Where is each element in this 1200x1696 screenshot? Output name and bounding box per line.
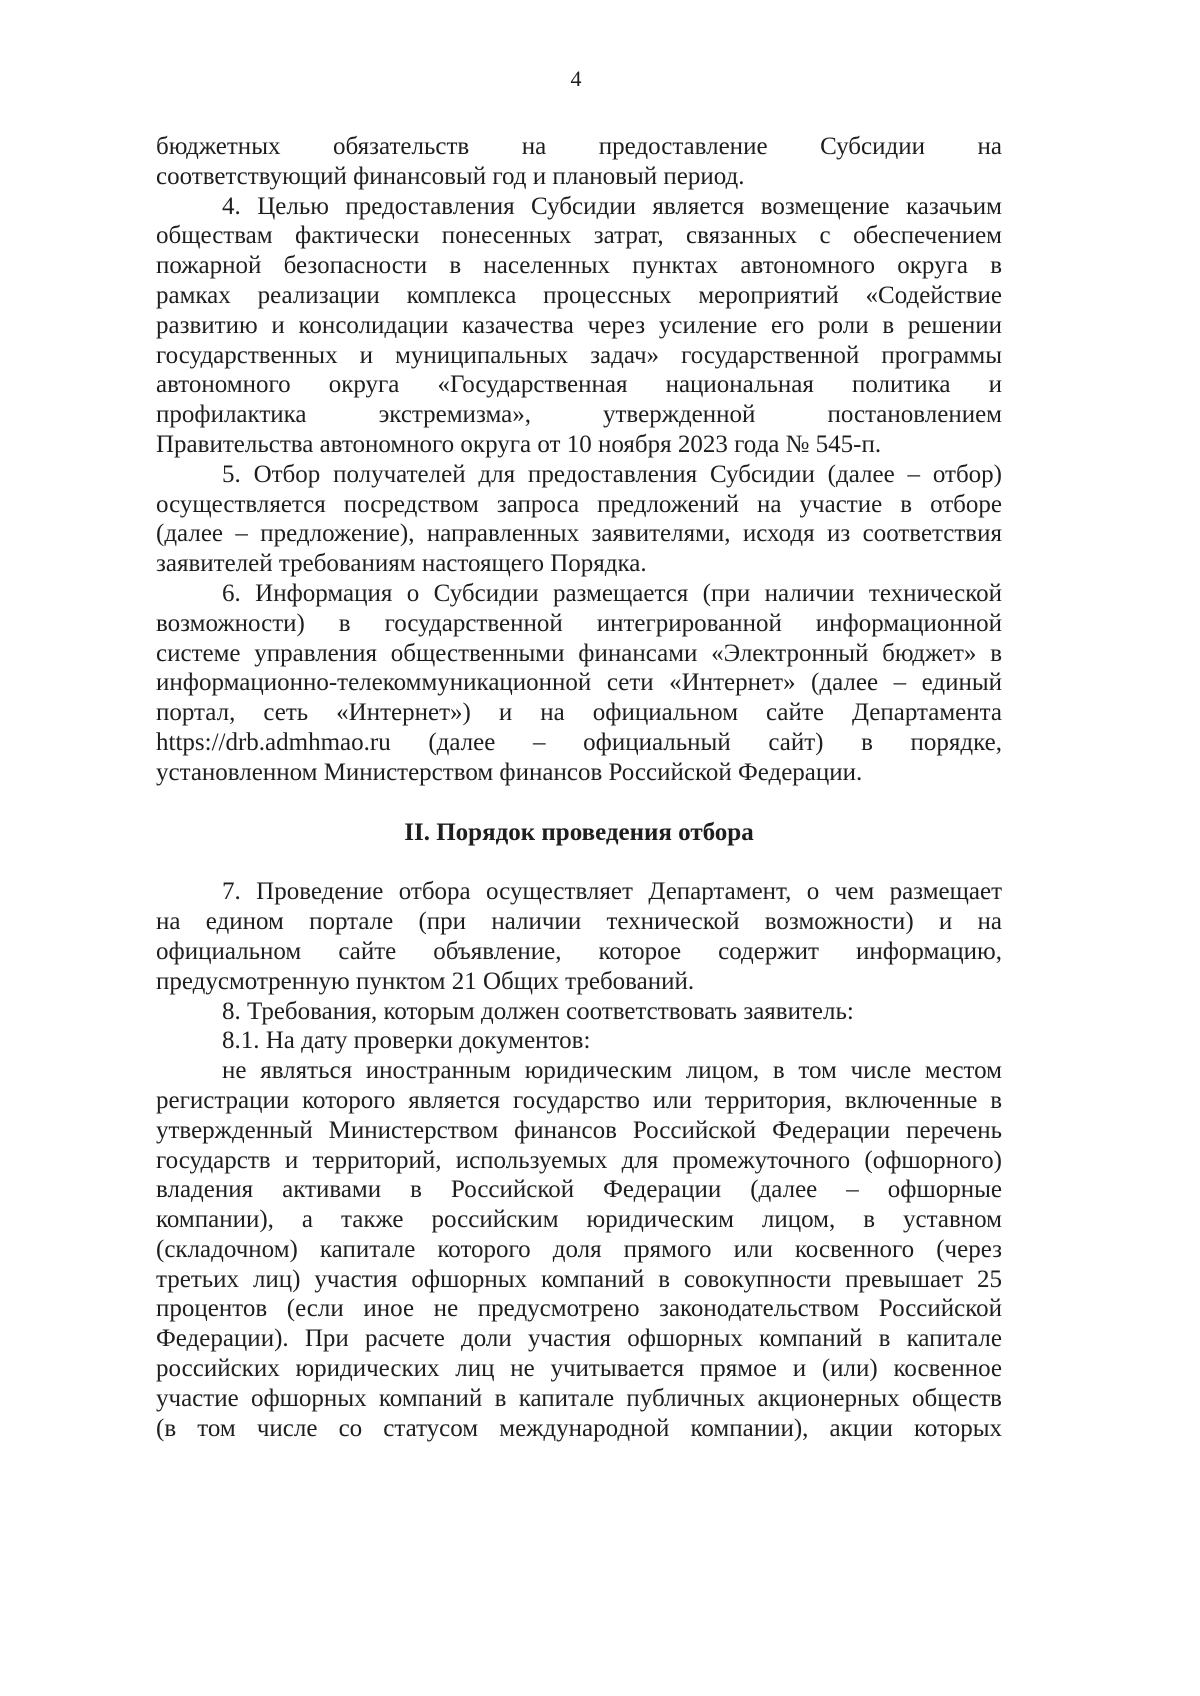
text-line: https://drb.admhmao.ru (далее – официальный сайт) в порядке,	[156, 728, 1002, 756]
text-line: утвержденный Министерством финансов Российской Федерации перечень	[156, 1116, 1002, 1144]
text-line: возможности) в государственной интегрированной информационной	[156, 609, 1002, 637]
text-line: на едином портале (при наличии технической возможности) и на	[156, 908, 1002, 936]
text-line: (в том числе со статусом международной компании), акции которых	[156, 1414, 1002, 1442]
text-line: владения активами в Российской Федерации (далее – офшорные	[156, 1176, 1002, 1204]
text-line: рамках реализации комплекса процессных мероприятий «Содействие	[156, 281, 1002, 309]
text-line: государственных и муниципальных задач» государственной программы	[156, 341, 1002, 369]
text-line: обществам фактически понесенных затрат, связанных с обеспечением	[156, 222, 1002, 250]
text-line: осуществляется посредством запроса предложений на участие в отборе	[156, 490, 1002, 518]
text-line: 7. Проведение отбора осуществляет Департамент, о чем размещает	[222, 878, 1002, 906]
text-line: бюджетных обязательств на предоставление Субсидии на	[156, 133, 1002, 160]
text-line: российских юридических лиц не учитывается прямое и (или) косвенное	[156, 1355, 1002, 1383]
text-line: не являться иностранным юридическим лицом, в том числе местом	[222, 1057, 1002, 1085]
section-heading: II. Порядок проведения отбора	[404, 818, 754, 846]
paragraphs-after-heading	[156, 877, 1002, 1443]
text-line: процентов (если иное не предусмотрено законодательством Российской	[156, 1295, 1002, 1323]
text-line: 8.1. На дату проверки документов:	[222, 1027, 591, 1055]
text-line: заявителей требованиям настоящего Порядка.	[156, 550, 647, 578]
text-line: Правительства автономного округа от 10 ноября 2023 года № 545-п.	[156, 430, 882, 458]
text-line: (далее – предложение), направленных заявителями, исходя из соответствия	[156, 520, 1002, 548]
text-line: автономного округа «Государственная национальная политика и	[156, 371, 1002, 399]
text-line: портал, сеть «Интернет») и на официальном сайте Департамента	[156, 699, 1002, 727]
page-number: 4	[570, 66, 582, 91]
text-line: профилактика экстремизма», утвержденной постановлением	[156, 401, 1002, 429]
text-line: системе управления общественными финансами «Электронный бюджет» в	[156, 639, 1002, 667]
document-body	[156, 132, 1002, 1443]
text-line: развитию и консолидации казачества через усиление его роли в решении	[156, 311, 1002, 339]
text-line: информационно-телекоммуникационной сети «Интернет» (далее – единый	[156, 669, 1002, 697]
text-line: 5. Отбор получателей для предоставления Субсидии (далее – отбор)	[222, 460, 1002, 488]
text-line: официальном сайте объявление, которое содержит информацию,	[156, 937, 1002, 965]
text-line: пожарной безопасности в населенных пунктах автономного округа в	[156, 252, 1002, 280]
text-line: 8. Требования, которым должен соответствовать заявитель:	[222, 997, 854, 1025]
text-line: соответствующий финансовый год и плановый период.	[156, 162, 745, 190]
text-line: участие офшорных компаний в капитале публичных акционерных обществ	[156, 1384, 1002, 1412]
text-line: установленном Министерством финансов Российской Федерации.	[156, 758, 863, 786]
text-line: предусмотренную пунктом 21 Общих требований.	[156, 967, 695, 995]
text-line: государств и территорий, используемых для промежуточного (офшорного)	[156, 1146, 1002, 1174]
text-line: третьих лиц) участия офшорных компаний в совокупности превышает 25	[156, 1265, 1002, 1293]
text-line: регистрации которого является государство или территория, включенные в	[156, 1086, 1002, 1114]
paragraphs-before-heading	[156, 132, 1002, 788]
text-line: 6. Информация о Субсидии размещается (при наличии технической	[222, 579, 1002, 607]
text-line: (складочном) капитале которого доля прямого или косвенного (через	[156, 1235, 1002, 1263]
text-line: компании), а также российским юридическим лицом, в уставном	[156, 1206, 1002, 1234]
text-line: Федерации). При расчете доли участия офшорных компаний в капитале	[156, 1325, 1002, 1353]
text-line: 4. Целью предоставления Субсидии является возмещение казачьим	[222, 192, 1002, 220]
